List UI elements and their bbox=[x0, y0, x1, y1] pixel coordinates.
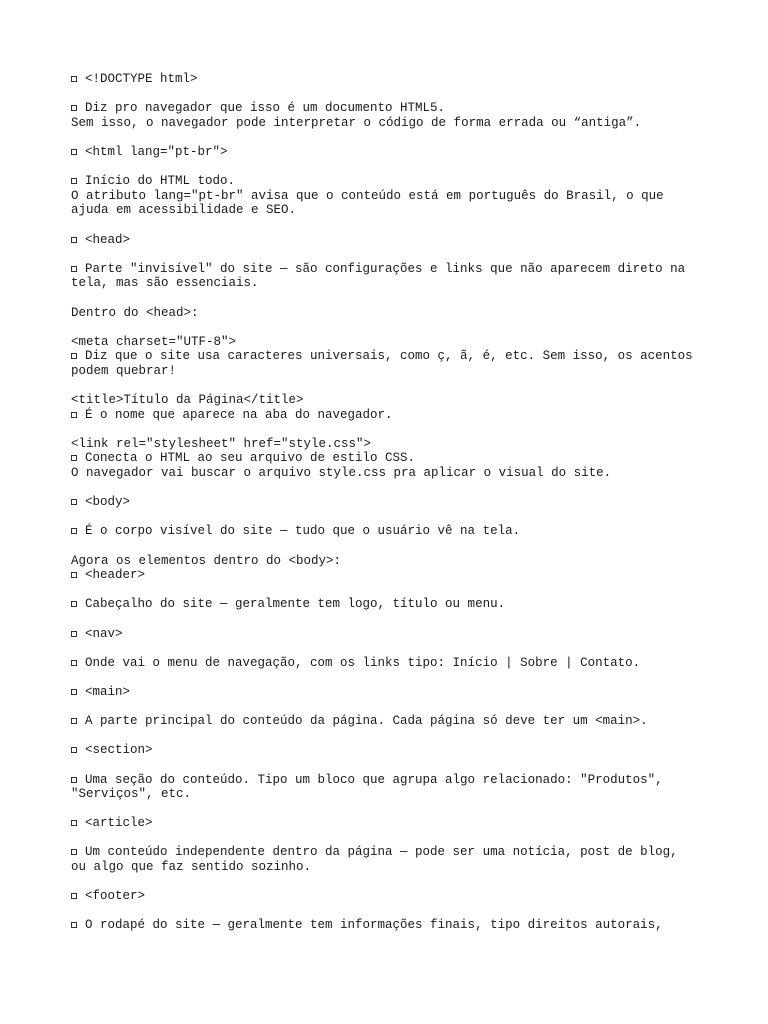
text-line bbox=[71, 72, 711, 87]
bullet-square-icon bbox=[71, 572, 77, 578]
bullet-square-icon bbox=[71, 893, 77, 899]
text-line bbox=[71, 145, 711, 160]
text-line bbox=[71, 189, 711, 204]
bullet-square-icon bbox=[71, 237, 77, 243]
line-text: <link rel="stylesheet" href="style.css"> bbox=[71, 436, 372, 451]
text-line bbox=[71, 918, 711, 933]
line-text: Dentro do <head>: bbox=[71, 305, 199, 320]
text-line bbox=[71, 174, 711, 189]
paragraph bbox=[71, 72, 711, 87]
paragraph bbox=[71, 816, 711, 831]
paragraph bbox=[71, 773, 711, 802]
bullet-square-icon bbox=[71, 660, 77, 666]
text-line bbox=[71, 101, 711, 116]
paragraph bbox=[71, 233, 711, 248]
text-line bbox=[71, 262, 711, 277]
paragraph bbox=[71, 174, 711, 218]
text-line bbox=[71, 743, 711, 758]
paragraph bbox=[71, 743, 711, 758]
bullet-square-icon bbox=[71, 849, 77, 855]
text-line bbox=[71, 860, 711, 875]
bullet-square-icon bbox=[71, 455, 77, 461]
line-text: Parte "invisível" do site — são configurações e links que não aparecem direto na bbox=[85, 261, 686, 276]
bullet-square-icon bbox=[71, 601, 77, 607]
line-text: <main> bbox=[85, 684, 131, 699]
text-line bbox=[71, 437, 711, 452]
line-text: O rodapé do site — geralmente tem informações finais, tipo direitos autorais, bbox=[85, 918, 663, 933]
text-line bbox=[71, 714, 711, 729]
line-text: Agora os elementos dentro do <body>: bbox=[71, 553, 342, 568]
paragraph bbox=[71, 554, 711, 583]
line-text: Diz pro navegador que isso é um documento HTML5. bbox=[85, 101, 446, 116]
line-text: <nav> bbox=[85, 626, 123, 641]
text-line bbox=[71, 306, 711, 321]
text-line bbox=[71, 393, 711, 408]
text-line bbox=[71, 203, 711, 218]
text-line bbox=[71, 787, 711, 802]
text-line bbox=[71, 466, 711, 481]
text-line bbox=[71, 233, 711, 248]
paragraph bbox=[71, 393, 711, 422]
line-text: É o nome que aparece na aba do navegador. bbox=[85, 407, 393, 422]
paragraph bbox=[71, 306, 711, 321]
line-text: <meta charset="UTF-8"> bbox=[71, 334, 237, 349]
text-line bbox=[71, 554, 711, 569]
text-line bbox=[71, 845, 711, 860]
line-text: Conecta o HTML ao seu arquivo de estilo CSS. bbox=[85, 451, 416, 466]
text-line bbox=[71, 597, 711, 612]
paragraph bbox=[71, 889, 711, 904]
line-text: tela, mas são essenciais. bbox=[71, 276, 259, 291]
line-text: Cabeçalho do site — geralmente tem logo, título ou menu. bbox=[85, 597, 506, 612]
text-line bbox=[71, 451, 711, 466]
paragraph bbox=[71, 262, 711, 291]
text-line bbox=[71, 568, 711, 583]
paragraph bbox=[71, 685, 711, 700]
bullet-square-icon bbox=[71, 353, 77, 359]
line-text: <html lang="pt-br"> bbox=[85, 144, 228, 159]
bullet-square-icon bbox=[71, 266, 77, 272]
paragraph bbox=[71, 918, 711, 933]
paragraph bbox=[71, 335, 711, 379]
line-text: <article> bbox=[85, 816, 153, 831]
text-line bbox=[71, 816, 711, 831]
line-text: O atributo lang="pt-br" avisa que o conteúdo está em português do Brasil, o que bbox=[71, 188, 664, 203]
text-line bbox=[71, 656, 711, 671]
text-line bbox=[71, 335, 711, 350]
line-text: É o corpo visível do site — tudo que o usuário vê na tela. bbox=[85, 524, 521, 539]
bullet-square-icon bbox=[71, 820, 77, 826]
bullet-square-icon bbox=[71, 922, 77, 928]
bullet-square-icon bbox=[71, 689, 77, 695]
line-text: Início do HTML todo. bbox=[85, 174, 236, 189]
document-body bbox=[71, 72, 711, 948]
paragraph bbox=[71, 597, 711, 612]
line-text: Diz que o site usa caracteres universais, como ç, ã, é, etc. Sem isso, os acentos bbox=[85, 349, 693, 364]
bullet-square-icon bbox=[71, 528, 77, 534]
bullet-square-icon bbox=[71, 499, 77, 505]
line-text: ou algo que faz sentido sozinho. bbox=[71, 860, 312, 875]
text-line bbox=[71, 495, 711, 510]
line-text: Um conteúdo independente dentro da página — pode ser uma notícia, post de blog, bbox=[85, 845, 678, 860]
text-line bbox=[71, 276, 711, 291]
bullet-square-icon bbox=[71, 149, 77, 155]
paragraph bbox=[71, 524, 711, 539]
text-line bbox=[71, 349, 711, 364]
line-text: <footer> bbox=[85, 889, 146, 904]
line-text: <section> bbox=[85, 743, 153, 758]
text-line bbox=[71, 685, 711, 700]
line-text: <head> bbox=[85, 232, 131, 247]
line-text: Uma seção do conteúdo. Tipo um bloco que agrupa algo relacionado: "Produtos", bbox=[85, 772, 663, 787]
line-text: A parte principal do conteúdo da página. Cada página só deve ter um <main>. bbox=[85, 714, 648, 729]
paragraph bbox=[71, 845, 711, 874]
paragraph bbox=[71, 627, 711, 642]
text-line bbox=[71, 408, 711, 423]
text-line bbox=[71, 524, 711, 539]
paragraph bbox=[71, 714, 711, 729]
text-line bbox=[71, 116, 711, 131]
line-text: <!DOCTYPE html> bbox=[85, 72, 198, 86]
bullet-square-icon bbox=[71, 718, 77, 724]
bullet-square-icon bbox=[71, 412, 77, 418]
line-text: Onde vai o menu de navegação, com os links tipo: Início | Sobre | Contato. bbox=[85, 655, 641, 670]
bullet-square-icon bbox=[71, 76, 77, 82]
paragraph bbox=[71, 656, 711, 671]
line-text: <header> bbox=[85, 568, 146, 583]
line-text: Sem isso, o navegador pode interpretar o código de forma errada ou “antiga”. bbox=[71, 115, 642, 130]
paragraph bbox=[71, 437, 711, 481]
line-text: O navegador vai buscar o arquivo style.css pra aplicar o visual do site. bbox=[71, 466, 612, 481]
paragraph bbox=[71, 145, 711, 160]
line-text: <title>Título da Página</title> bbox=[71, 393, 304, 408]
bullet-square-icon bbox=[71, 777, 77, 783]
bullet-square-icon bbox=[71, 631, 77, 637]
text-line bbox=[71, 773, 711, 788]
bullet-square-icon bbox=[71, 747, 77, 753]
line-text: <body> bbox=[85, 495, 131, 510]
line-text: podem quebrar! bbox=[71, 363, 177, 378]
line-text: "Serviços", etc. bbox=[71, 787, 192, 802]
text-line bbox=[71, 627, 711, 642]
text-line bbox=[71, 889, 711, 904]
paragraph bbox=[71, 101, 711, 130]
text-line bbox=[71, 364, 711, 379]
bullet-square-icon bbox=[71, 105, 77, 111]
line-text: ajuda em acessibilidade e SEO. bbox=[71, 203, 297, 218]
paragraph bbox=[71, 495, 711, 510]
bullet-square-icon bbox=[71, 178, 77, 184]
